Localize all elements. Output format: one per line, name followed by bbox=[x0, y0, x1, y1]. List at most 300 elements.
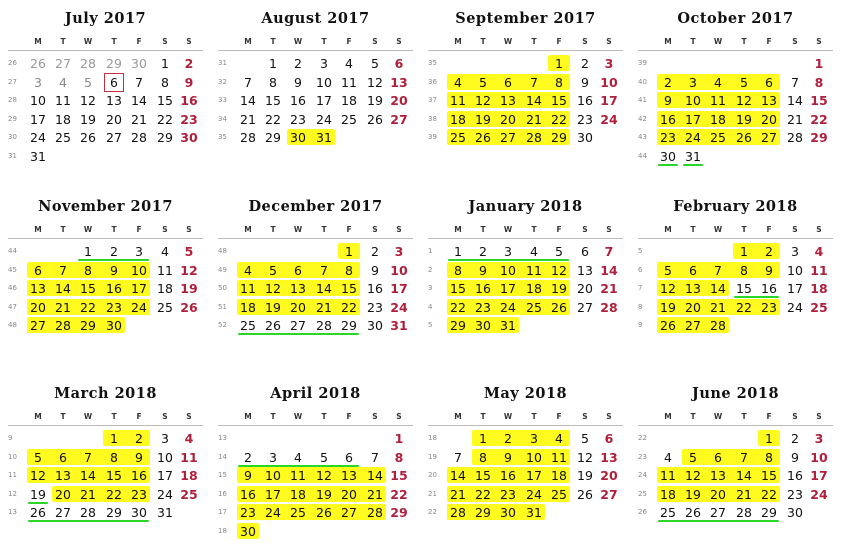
day-cell[interactable]: 12 bbox=[367, 74, 383, 90]
day-cell[interactable]: 21 bbox=[367, 486, 383, 502]
day-cell[interactable]: 1 bbox=[269, 56, 277, 71]
day-cell[interactable]: 24 bbox=[810, 486, 828, 502]
day-cell[interactable]: 11 bbox=[180, 449, 198, 465]
day-cell[interactable]: 12 bbox=[316, 468, 332, 483]
day-cell[interactable]: 30 bbox=[180, 130, 198, 145]
day-cell[interactable]: 7 bbox=[59, 262, 67, 278]
day-cell[interactable]: 11 bbox=[450, 93, 466, 108]
day-cell[interactable]: 6 bbox=[604, 431, 614, 446]
day-cell[interactable]: 3 bbox=[161, 431, 169, 446]
day-cell[interactable]: 24 bbox=[390, 299, 408, 315]
day-cell[interactable]: 16 bbox=[131, 468, 147, 483]
day-cell[interactable]: 16 bbox=[577, 93, 593, 108]
day-cell[interactable]: 16 bbox=[290, 93, 306, 108]
day-cell[interactable]: 22 bbox=[761, 486, 777, 502]
day-cell[interactable]: 11 bbox=[551, 449, 567, 465]
day-cell[interactable]: 2 bbox=[110, 244, 118, 259]
day-cell[interactable]: 27 bbox=[761, 130, 777, 145]
day-cell[interactable]: 5 bbox=[320, 449, 328, 465]
day-cell[interactable]: 13 bbox=[55, 468, 71, 483]
day-cell[interactable]: 21 bbox=[450, 486, 466, 502]
day-cell[interactable]: 22 bbox=[80, 299, 96, 315]
day-cell[interactable]: 1 bbox=[555, 56, 563, 71]
day-cell[interactable]: 25 bbox=[660, 505, 676, 520]
day-cell[interactable]: 26 bbox=[660, 318, 676, 333]
day-cell[interactable]: 31 bbox=[526, 505, 542, 520]
day-cell[interactable]: 2 bbox=[765, 244, 773, 259]
day-cell[interactable]: 13 bbox=[390, 74, 408, 90]
day-cell[interactable]: 21 bbox=[55, 299, 71, 315]
day-cell[interactable]: 20 bbox=[341, 486, 357, 502]
day-cell[interactable]: 31 bbox=[500, 318, 516, 333]
day-cell[interactable]: 17 bbox=[316, 93, 332, 108]
day-cell[interactable]: 2 bbox=[135, 431, 143, 446]
day-cell[interactable]: 4 bbox=[294, 449, 302, 465]
day-cell[interactable]: 16 bbox=[106, 281, 122, 296]
day-cell[interactable]: 17 bbox=[390, 281, 408, 296]
day-cell[interactable]: 18 bbox=[450, 111, 466, 127]
day-cell[interactable]: 13 bbox=[290, 281, 306, 296]
day-cell[interactable]: 31 bbox=[390, 318, 408, 333]
day-cell[interactable]: 4 bbox=[184, 431, 194, 446]
day-cell[interactable]: 12 bbox=[475, 93, 491, 108]
day-cell[interactable]: 28 bbox=[710, 318, 726, 333]
day-cell[interactable]: 6 bbox=[581, 244, 589, 259]
day-cell[interactable]: 6 bbox=[345, 449, 353, 465]
day-cell[interactable]: 3 bbox=[394, 244, 404, 259]
day-cell[interactable]: 17 bbox=[30, 111, 46, 127]
day-cell[interactable]: 13 bbox=[341, 468, 357, 483]
day-cell[interactable]: 16 bbox=[787, 468, 803, 483]
day-cell[interactable]: 7 bbox=[714, 262, 722, 278]
day-cell[interactable]: 24 bbox=[265, 505, 281, 520]
day-cell[interactable]: 3 bbox=[791, 244, 799, 259]
day-cell[interactable]: 28 bbox=[316, 318, 332, 333]
day-cell[interactable]: 30 bbox=[106, 318, 122, 333]
day-cell[interactable]: 18 bbox=[180, 468, 198, 483]
day-cell[interactable]: 24 bbox=[500, 299, 516, 315]
day-cell[interactable]: 21 bbox=[710, 299, 726, 315]
day-cell[interactable]: 9 bbox=[184, 74, 194, 90]
day-cell[interactable]: 17 bbox=[787, 281, 803, 296]
day-cell[interactable]: 5 bbox=[664, 262, 672, 278]
day-cell[interactable]: 24 bbox=[30, 130, 46, 145]
day-cell[interactable]: 16 bbox=[761, 281, 777, 296]
day-cell[interactable]: 21 bbox=[787, 111, 803, 127]
day-cell[interactable]: 4 bbox=[345, 56, 353, 71]
day-cell[interactable]: 11 bbox=[240, 281, 256, 296]
day-cell[interactable]: 31 bbox=[316, 130, 332, 145]
day-cell[interactable]: 18 bbox=[660, 486, 676, 502]
day-cell[interactable]: 23 bbox=[500, 486, 516, 502]
day-cell[interactable]: 23 bbox=[787, 486, 803, 502]
day-cell[interactable]: 5 bbox=[479, 74, 487, 90]
day-cell[interactable]: 25 bbox=[450, 130, 466, 145]
day-cell[interactable]: 27 bbox=[106, 130, 122, 145]
day-cell[interactable]: 4 bbox=[814, 244, 824, 259]
day-cell[interactable]: 30 bbox=[475, 318, 491, 333]
day-cell[interactable]: 2 bbox=[294, 56, 302, 71]
day-cell[interactable]: 22 bbox=[551, 111, 567, 127]
day-cell[interactable]: 9 bbox=[479, 262, 487, 278]
day-cell[interactable]: 19 bbox=[316, 486, 332, 502]
day-cell[interactable]: 13 bbox=[685, 281, 701, 296]
day-cell[interactable]: 14 bbox=[80, 468, 96, 483]
day-cell[interactable]: 27 bbox=[685, 318, 701, 333]
day-cell[interactable]: 11 bbox=[341, 74, 357, 90]
day-cell[interactable]: 26 bbox=[80, 130, 96, 145]
day-cell[interactable]: 18 bbox=[526, 281, 542, 296]
day-cell[interactable]: 14 bbox=[55, 281, 71, 296]
day-cell[interactable]: 15 bbox=[106, 468, 122, 483]
day-cell[interactable]: 22 bbox=[265, 111, 281, 127]
day-cell[interactable]: 25 bbox=[341, 111, 357, 127]
day-cell[interactable]: 5 bbox=[740, 74, 748, 90]
day-cell[interactable]: 15 bbox=[761, 468, 777, 483]
day-cell[interactable]: 3 bbox=[34, 74, 42, 90]
day-cell[interactable]: 14 bbox=[240, 93, 256, 108]
day-cell[interactable]: 14 bbox=[736, 468, 752, 483]
day-cell[interactable]: 6 bbox=[714, 449, 722, 465]
day-cell[interactable]: 5 bbox=[184, 244, 194, 259]
day-cell[interactable]: 19 bbox=[80, 111, 96, 127]
day-cell[interactable]: 25 bbox=[551, 486, 567, 502]
day-cell[interactable]: 24 bbox=[685, 130, 701, 145]
day-cell[interactable]: 7 bbox=[791, 74, 799, 90]
day-cell[interactable]: 13 bbox=[710, 468, 726, 483]
day-cell[interactable]: 14 bbox=[710, 281, 726, 296]
day-cell[interactable]: 7 bbox=[454, 449, 462, 465]
day-cell[interactable]: 25 bbox=[240, 318, 256, 333]
day-cell[interactable]: 21 bbox=[80, 486, 96, 502]
day-cell[interactable]: 28 bbox=[450, 505, 466, 520]
day-cell[interactable]: 10 bbox=[810, 449, 828, 465]
day-cell[interactable]: 6 bbox=[765, 74, 773, 90]
day-cell[interactable]: 12 bbox=[660, 281, 676, 296]
day-cell[interactable]: 22 bbox=[450, 299, 466, 315]
day-cell[interactable]: 27 bbox=[290, 318, 306, 333]
day-cell[interactable]: 1 bbox=[394, 431, 404, 446]
day-cell[interactable]: 18 bbox=[157, 281, 173, 296]
day-cell[interactable]: 1 bbox=[161, 56, 169, 71]
day-cell[interactable]: 1 bbox=[765, 431, 773, 446]
day-cell[interactable]: 6 bbox=[394, 56, 404, 71]
day-cell[interactable]: 15 bbox=[810, 93, 828, 108]
day-cell[interactable]: 11 bbox=[290, 468, 306, 483]
prev-month-day[interactable]: 28 bbox=[80, 56, 96, 71]
day-cell[interactable]: 20 bbox=[55, 486, 71, 502]
day-cell[interactable]: 17 bbox=[500, 281, 516, 296]
day-cell[interactable]: 27 bbox=[390, 111, 408, 127]
day-cell[interactable]: 28 bbox=[526, 130, 542, 145]
day-cell[interactable]: 23 bbox=[131, 486, 147, 502]
day-cell[interactable]: 19 bbox=[685, 486, 701, 502]
day-cell[interactable]: 20 bbox=[290, 299, 306, 315]
day-cell[interactable]: 7 bbox=[244, 74, 252, 90]
day-cell[interactable]: 13 bbox=[577, 262, 593, 278]
day-cell[interactable]: 22 bbox=[475, 486, 491, 502]
day-cell[interactable]: 23 bbox=[290, 111, 306, 127]
day-cell[interactable]: 12 bbox=[551, 262, 567, 278]
day-cell[interactable]: 11 bbox=[710, 93, 726, 108]
day-cell[interactable]: 6 bbox=[59, 449, 67, 465]
day-cell[interactable]: 3 bbox=[504, 244, 512, 259]
day-cell[interactable]: 10 bbox=[131, 262, 147, 278]
day-cell[interactable]: 9 bbox=[371, 262, 379, 278]
day-cell[interactable]: 30 bbox=[240, 523, 256, 539]
day-cell[interactable]: 12 bbox=[30, 468, 46, 483]
day-cell[interactable]: 9 bbox=[664, 93, 672, 108]
day-cell[interactable]: 30 bbox=[577, 130, 593, 145]
day-cell[interactable]: 24 bbox=[316, 111, 332, 127]
day-cell[interactable]: 15 bbox=[80, 281, 96, 296]
day-cell[interactable]: 7 bbox=[371, 449, 379, 465]
day-cell[interactable]: 2 bbox=[581, 56, 589, 71]
prev-month-day[interactable]: 29 bbox=[106, 56, 122, 71]
day-cell[interactable]: 9 bbox=[765, 262, 773, 278]
day-cell[interactable]: 27 bbox=[500, 130, 516, 145]
day-cell[interactable]: 15 bbox=[157, 93, 173, 108]
day-cell[interactable]: 2 bbox=[504, 431, 512, 446]
day-cell[interactable]: 7 bbox=[740, 449, 748, 465]
day-cell[interactable]: 23 bbox=[240, 505, 256, 520]
day-cell[interactable]: 15 bbox=[736, 281, 752, 296]
day-cell[interactable]: 27 bbox=[55, 505, 71, 520]
day-cell[interactable]: 14 bbox=[450, 468, 466, 483]
day-cell[interactable]: 7 bbox=[530, 74, 538, 90]
prev-month-day[interactable]: 27 bbox=[55, 56, 71, 71]
day-cell[interactable]: 22 bbox=[810, 111, 828, 127]
day-cell[interactable]: 4 bbox=[555, 431, 563, 446]
day-cell[interactable]: 18 bbox=[810, 281, 828, 296]
prev-month-day[interactable]: 30 bbox=[131, 56, 147, 71]
day-cell[interactable]: 9 bbox=[244, 468, 252, 483]
day-cell[interactable]: 2 bbox=[371, 244, 379, 259]
day-cell[interactable]: 18 bbox=[55, 111, 71, 127]
day-cell[interactable]: 10 bbox=[600, 74, 618, 90]
day-cell[interactable]: 5 bbox=[34, 449, 42, 465]
day-cell[interactable]: 13 bbox=[600, 449, 618, 465]
day-cell[interactable]: 18 bbox=[290, 486, 306, 502]
day-cell[interactable]: 26 bbox=[265, 318, 281, 333]
day-cell[interactable]: 28 bbox=[600, 299, 618, 315]
day-cell[interactable]: 14 bbox=[600, 262, 618, 278]
day-cell[interactable]: 8 bbox=[161, 74, 169, 90]
day-cell[interactable]: 4 bbox=[59, 74, 67, 90]
day-cell[interactable]: 20 bbox=[500, 111, 516, 127]
day-cell[interactable]: 9 bbox=[294, 74, 302, 90]
day-cell[interactable]: 29 bbox=[157, 130, 173, 145]
day-cell[interactable]: 23 bbox=[367, 299, 383, 315]
day-cell[interactable]: 6 bbox=[294, 262, 302, 278]
day-cell[interactable]: 18 bbox=[240, 299, 256, 315]
day-cell[interactable]: 19 bbox=[180, 281, 198, 296]
day-cell[interactable]: 1 bbox=[740, 244, 748, 259]
day-cell[interactable]: 5 bbox=[371, 56, 379, 71]
day-cell[interactable]: 20 bbox=[761, 111, 777, 127]
day-cell[interactable]: 26 bbox=[316, 505, 332, 520]
day-cell[interactable]: 30 bbox=[367, 318, 383, 333]
day-cell[interactable]: 1 bbox=[110, 431, 118, 446]
day-cell[interactable]: 24 bbox=[526, 486, 542, 502]
day-cell[interactable]: 25 bbox=[710, 130, 726, 145]
day-cell[interactable]: 6 bbox=[504, 74, 512, 90]
day-cell[interactable]: 21 bbox=[526, 111, 542, 127]
day-cell[interactable]: 12 bbox=[180, 262, 198, 278]
day-cell[interactable]: 28 bbox=[240, 130, 256, 145]
day-cell[interactable]: 22 bbox=[106, 486, 122, 502]
day-cell[interactable]: 22 bbox=[736, 299, 752, 315]
day-cell[interactable]: 14 bbox=[367, 468, 383, 483]
day-cell[interactable]: 27 bbox=[710, 505, 726, 520]
day-cell[interactable]: 11 bbox=[660, 468, 676, 483]
day-cell[interactable]: 17 bbox=[265, 486, 281, 502]
day-cell[interactable]: 9 bbox=[504, 449, 512, 465]
day-cell[interactable]: 24 bbox=[600, 111, 618, 127]
day-cell[interactable]: 24 bbox=[787, 299, 803, 315]
day-cell[interactable]: 9 bbox=[581, 74, 589, 90]
day-cell[interactable]: 12 bbox=[685, 468, 701, 483]
day-cell[interactable]: 30 bbox=[787, 505, 803, 520]
day-cell[interactable]: 3 bbox=[604, 56, 614, 71]
day-cell[interactable]: 6 bbox=[34, 262, 42, 278]
day-cell[interactable]: 13 bbox=[106, 93, 122, 108]
day-cell[interactable]: 4 bbox=[161, 244, 169, 259]
day-cell[interactable]: 12 bbox=[577, 449, 593, 465]
day-cell[interactable]: 10 bbox=[685, 93, 701, 108]
day-cell[interactable]: 11 bbox=[157, 262, 173, 278]
day-cell[interactable]: 15 bbox=[390, 468, 408, 483]
day-cell[interactable]: 20 bbox=[30, 299, 46, 315]
prev-month-day[interactable]: 26 bbox=[30, 56, 46, 71]
day-cell[interactable]: 10 bbox=[157, 449, 173, 465]
day-cell[interactable]: 28 bbox=[367, 505, 383, 520]
day-cell[interactable]: 4 bbox=[454, 74, 462, 90]
day-cell[interactable]: 3 bbox=[320, 56, 328, 71]
day-cell[interactable]: 12 bbox=[265, 281, 281, 296]
day-cell[interactable]: 13 bbox=[761, 93, 777, 108]
day-cell[interactable]: 31 bbox=[30, 148, 46, 164]
day-cell[interactable]: 13 bbox=[30, 281, 46, 296]
day-cell[interactable]: 9 bbox=[791, 449, 799, 465]
day-cell[interactable]: 13 bbox=[500, 93, 516, 108]
day-cell[interactable]: 21 bbox=[600, 281, 618, 296]
day-cell[interactable]: 26 bbox=[577, 486, 593, 502]
day-cell[interactable]: 28 bbox=[736, 505, 752, 520]
day-cell[interactable]: 4 bbox=[714, 74, 722, 90]
day-cell[interactable]: 18 bbox=[710, 111, 726, 127]
day-cell[interactable]: 21 bbox=[736, 486, 752, 502]
day-cell[interactable]: 26 bbox=[367, 111, 383, 127]
day-cell[interactable]: 10 bbox=[316, 74, 332, 90]
day-cell[interactable]: 8 bbox=[740, 262, 748, 278]
day-cell[interactable]: 19 bbox=[577, 468, 593, 483]
day-cell[interactable]: 24 bbox=[157, 486, 173, 502]
day-cell[interactable]: 29 bbox=[106, 505, 122, 520]
day-cell[interactable]: 6 bbox=[689, 262, 697, 278]
day-cell[interactable]: 3 bbox=[269, 449, 277, 465]
day-cell[interactable]: 8 bbox=[84, 262, 92, 278]
day-cell[interactable]: 8 bbox=[345, 262, 353, 278]
day-cell[interactable]: 22 bbox=[390, 486, 408, 502]
day-cell[interactable]: 29 bbox=[761, 505, 777, 520]
day-cell[interactable]: 19 bbox=[660, 299, 676, 315]
day-cell[interactable]: 3 bbox=[814, 431, 824, 446]
day-cell[interactable]: 9 bbox=[110, 262, 118, 278]
day-cell[interactable]: 31 bbox=[157, 505, 173, 520]
day-cell[interactable]: 1 bbox=[84, 244, 92, 259]
day-cell[interactable]: 10 bbox=[787, 262, 803, 278]
day-cell[interactable]: 15 bbox=[450, 281, 466, 296]
day-cell[interactable]: 30 bbox=[660, 148, 676, 164]
day-cell[interactable]: 23 bbox=[660, 130, 676, 145]
day-cell[interactable]: 26 bbox=[551, 299, 567, 315]
day-cell[interactable]: 8 bbox=[454, 262, 462, 278]
day-cell[interactable]: 24 bbox=[131, 299, 147, 315]
day-cell[interactable]: 12 bbox=[736, 93, 752, 108]
day-cell[interactable]: 3 bbox=[135, 244, 143, 259]
day-cell[interactable]: 18 bbox=[341, 93, 357, 108]
day-cell[interactable]: 8 bbox=[479, 449, 487, 465]
day-cell[interactable]: 17 bbox=[600, 93, 618, 108]
day-cell[interactable]: 26 bbox=[475, 130, 491, 145]
day-cell[interactable]: 5 bbox=[269, 262, 277, 278]
day-cell[interactable]: 20 bbox=[600, 468, 618, 483]
day-cell[interactable]: 1 bbox=[814, 56, 824, 71]
day-cell[interactable]: 16 bbox=[475, 281, 491, 296]
day-cell[interactable]: 10 bbox=[265, 468, 281, 483]
day-cell[interactable]: 15 bbox=[551, 93, 567, 108]
day-cell[interactable]: 17 bbox=[685, 111, 701, 127]
day-cell[interactable]: 5 bbox=[581, 431, 589, 446]
day-cell[interactable]: 17 bbox=[810, 468, 828, 483]
day-cell[interactable]: 20 bbox=[710, 486, 726, 502]
day-cell[interactable]: 8 bbox=[394, 449, 404, 465]
day-cell[interactable]: 12 bbox=[80, 93, 96, 108]
day-cell[interactable]: 19 bbox=[30, 486, 46, 502]
day-cell[interactable]: 31 bbox=[685, 148, 701, 164]
day-cell[interactable]: 11 bbox=[810, 262, 828, 278]
day-cell[interactable]: 10 bbox=[526, 449, 542, 465]
day-cell[interactable]: 17 bbox=[157, 468, 173, 483]
day-cell[interactable]: 20 bbox=[106, 111, 122, 127]
day-cell[interactable]: 29 bbox=[265, 130, 281, 145]
day-cell[interactable]: 20 bbox=[577, 281, 593, 296]
day-cell[interactable]: 7 bbox=[320, 262, 328, 278]
day-cell[interactable]: 26 bbox=[685, 505, 701, 520]
day-cell[interactable]: 4 bbox=[664, 449, 672, 465]
day-cell[interactable]: 17 bbox=[131, 281, 147, 296]
day-cell[interactable]: 15 bbox=[265, 93, 281, 108]
day-cell[interactable]: 29 bbox=[551, 130, 567, 145]
day-cell[interactable]: 29 bbox=[80, 318, 96, 333]
day-cell[interactable]: 10 bbox=[500, 262, 516, 278]
day-cell[interactable]: 8 bbox=[765, 449, 773, 465]
day-cell[interactable]: 29 bbox=[390, 505, 408, 520]
day-cell[interactable]: 8 bbox=[269, 74, 277, 90]
day-cell[interactable]: 2 bbox=[479, 244, 487, 259]
day-cell[interactable]: 2 bbox=[184, 56, 194, 71]
day-cell[interactable]: 30 bbox=[290, 130, 306, 145]
day-cell[interactable]: 5 bbox=[84, 74, 92, 90]
day-cell[interactable]: 22 bbox=[341, 299, 357, 315]
day-cell[interactable]: 14 bbox=[131, 93, 147, 108]
day-cell[interactable]: 28 bbox=[131, 130, 147, 145]
day-cell[interactable]: 27 bbox=[600, 486, 618, 502]
day-cell[interactable]: 10 bbox=[390, 262, 408, 278]
day-cell[interactable]: 29 bbox=[341, 318, 357, 333]
day-cell[interactable]: 16 bbox=[660, 111, 676, 127]
